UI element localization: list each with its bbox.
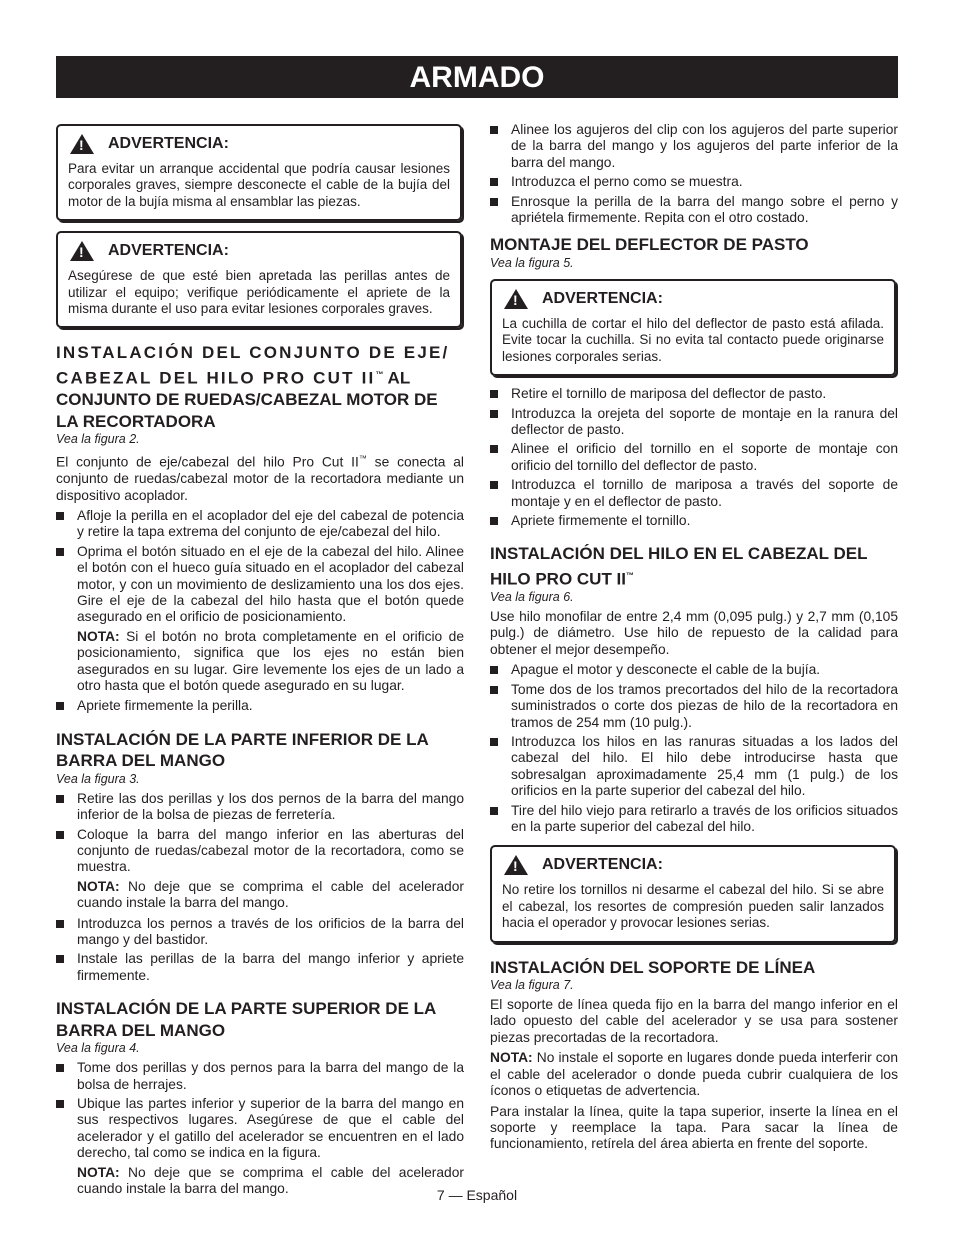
warning-text: No retire los tornillos ni desarme el cabezal del hilo. Si se abre el cabezal, los resortes de compresión pueden salir lanzados hacia el operador y provocar lesiones serias. [502,882,884,931]
figure-reference: Vea la figura 2. [56,432,140,447]
warning-icon: ! [70,134,94,154]
list-item: Tome dos de los tramos precortados del hilo de la recortadora suministrados o corte dos piezas de hilo de la recortadora en tramos de 254 mm (10 pulg.). [490,682,898,731]
section-heading: INSTALACIÓN DEL CONJUNTO DE EJE/ CABEZAL DEL HILO PRO CUT II™ AL CONJUNTO DE RUEDAS/CABEZAL MOTOR DE LA RECORTADORA [56,343,450,431]
note: NOTA: No deje que se comprima el cable del acelerador cuando instale la barra del mango. [77,878,464,911]
list-item: Apriete firmemente la perilla. [56,698,464,714]
bullet-icon [56,795,64,803]
paragraph: Para instalar la línea, quite la tapa superior, inserte la línea en el soporte y reemplace la tapa. Para sacar la línea de funcionamiento, retírela del área abierta en frente del soporte. [490,1103,898,1152]
bullet-icon [490,481,498,489]
warning-text: Asegúrese de que esté bien apretada las perillas antes de utilizar el equipo; verifique periódicamente el apriete de la misma durante el uso para evitar lesiones corporales graves. [68,268,450,317]
note: NOTA: Si el botón no brota completamente en el orificio de posicionamiento, significa que los ejes no están bien asegurados en su lugar. Gire levemente los ejes de un lado a otro hasta que el botón quede asegurado en su lugar. [77,628,464,693]
section-heading: INSTALACIÓN DE LA PARTE INFERIOR DE LA BARRA DEL MANGO [56,729,429,771]
figure-reference: Vea la figura 7. [490,978,574,993]
list-item: Enrosque la perilla de la barra del mango sobre el perno y apriétela firmemente. Repita con el otro costado. [490,194,898,227]
list-item: Retire las dos perillas y los dos pernos de la barra del mango inferior de la bolsa de piezas de ferretería. [56,791,464,824]
list-item: Introduzca el perno como se muestra. [490,174,898,190]
list-item: Retire el tornillo de mariposa del deflector de pasto. [490,386,898,402]
warning-title: ADVERTENCIA: [108,242,229,260]
bullet-icon [490,178,498,186]
bullet-icon [56,831,64,839]
warning-box [56,231,462,328]
bullet-icon [490,390,498,398]
bullet-icon [56,512,64,520]
bullet-icon [490,517,498,525]
bullet-icon [490,666,498,674]
section-heading: INSTALACIÓN DEL HILO EN EL CABEZAL DEL HILO PRO CUT II™ [490,544,868,589]
bullet-icon [490,410,498,418]
section-heading: MONTAJE DEL DEFLECTOR DE PASTO [490,235,809,255]
list-item: Ubique las partes inferior y superior de la barra del mango en sus respectivos lugares. Asegúrese de que el cable del acelerador y el gatillo del acelerador se encuentren en el lado derecho, tal como se indica en la figura. [56,1096,464,1162]
page-title: ARMADO [56,56,898,98]
bullet-icon [56,920,64,928]
warning-icon: ! [504,855,528,875]
section-heading: INSTALACIÓN DE LA PARTE SUPERIOR DE LA BARRA DEL MANGO [56,999,436,1040]
list-item: Introduzca los pernos a través de los orificios de la barra del mango y del bastidor. [56,916,464,949]
note: NOTA: No instale el soporte en lugares donde pueda interferir con el cable del acelerador o donde pueda cubrir cualquiera de los íconos o etiquetas de advertencia. [490,1050,898,1099]
bullet-icon [56,1064,64,1072]
paragraph: El conjunto de eje/cabezal del hilo Pro Cut II™ se conecta al conjunto de ruedas/cabezal motor de la recortadora mediante un dispositivo acoplador. [56,454,464,503]
list-item: Tome dos perillas y dos pernos para la barra del mango de la bolsa de herrajes. [56,1060,464,1093]
warning-box [56,124,462,221]
bullet-icon [56,702,64,710]
bullet-icon [56,1100,64,1108]
warning-text: Para evitar un arranque accidental que podría causar lesiones corporales graves, siempre desconecte el cable de la bujía del motor de la bujía misma al ensamblar las piezas. [68,161,450,209]
list-item: Alinee el orificio del tornillo en el soporte de montaje con orificio del tornillo del deflector de pasto. [490,441,898,474]
list-item: Apriete firmemente el tornillo. [490,513,898,529]
list-item: Oprima el botón situado en el eje de la cabezal del hilo. Alinee el botón con el hueco guía situado en el acoplador del cabezal motor, y con un movimiento de deslizamiento una los dos ejes. Gire el eje de la cabezal del hilo hasta que el botón quede asegurado en el orificio de posicionamiento. [56,544,464,626]
warning-box [490,845,896,942]
note: NOTA: No deje que se comprima el cable del acelerador cuando instale la barra del mango. [77,1164,464,1197]
paragraph: Use hilo monofilar de entre 2,4 mm (0,095 pulg.) y 2,7 mm (0,105 pulg.) de diámetro. Use hilo de repuesto de la calidad para obtener el mejor desempeño. [490,609,898,657]
warning-title: ADVERTENCIA: [108,135,229,152]
figure-reference: Vea la figura 3. [56,771,140,786]
list-item: Alinee los agujeros del clip con los agujeros del parte superior de la barra del mango y los agujeros del parte inferior de la barra del mango. [490,122,898,171]
list-item: Tire del hilo viejo para retirarlo a través de los orificios situados en la parte superior del cabezal del hilo. [490,803,898,836]
figure-reference: Vea la figura 5. [490,255,574,270]
warning-icon: ! [70,241,94,261]
page-footer: 7 — Español [436,1187,518,1203]
bullet-icon [56,955,64,963]
list-item: Introduzca la orejeta del soporte de montaje en la ranura del deflector de pasto. [490,406,898,439]
warning-box [490,279,896,376]
list-item: Instale las perillas de la barra del mango inferior y apriete firmemente. [56,951,464,984]
bullet-icon [490,198,498,206]
list-item: Introduzca los hilos en las ranuras situadas a los lados del cabezal del hilo. El hilo debe introducirse hasta que sobresalgan aproximadamente 25,4 mm (1 pulg.) de los orificios en la parte superior del cabezal del hilo. [490,734,898,800]
figure-reference: Vea la figura 6. [490,590,574,605]
list-item: Coloque la barra del mango inferior en las aberturas del conjunto de ruedas/cabezal motor de la recortadora, como se muestra. [56,827,464,876]
warning-title: ADVERTENCIA: [542,856,663,874]
warning-title: ADVERTENCIA: [542,289,663,307]
bullet-icon [490,126,498,134]
bullet-icon [490,738,498,746]
bullet-icon [490,686,498,694]
paragraph: El soporte de línea queda fijo en la barra del mango inferior en el lado opuesto del cable del acelerador y se usa para sostener piezas precortadas de la recortadora. [490,997,898,1045]
warning-text: La cuchilla de cortar el hilo del deflector de pasto está afilada. Evite tocar la cuchilla. Si no evita tal contacto puede originarse lesiones corporales serias. [502,315,884,364]
bullet-icon [56,548,64,556]
bullet-icon [490,807,498,815]
list-item: Introduzca el tornillo de mariposa a través del soporte de montaje y en el deflector de pasto. [490,477,898,510]
list-item: Afloje la perilla en el acoplador del eje del cabezal de potencia y retire la tapa extrema del conjunto de eje/cabezal del hilo. [56,508,464,541]
right-column [490,122,898,1157]
left-column [56,124,464,1202]
section-heading: INSTALACIÓN DEL SOPORTE DE LÍNEA [490,957,816,977]
warning-icon: ! [504,289,528,309]
bullet-icon [490,445,498,453]
figure-reference: Vea la figura 4. [56,1041,140,1056]
list-item: Apague el motor y desconecte el cable de la bujía. [490,662,898,678]
